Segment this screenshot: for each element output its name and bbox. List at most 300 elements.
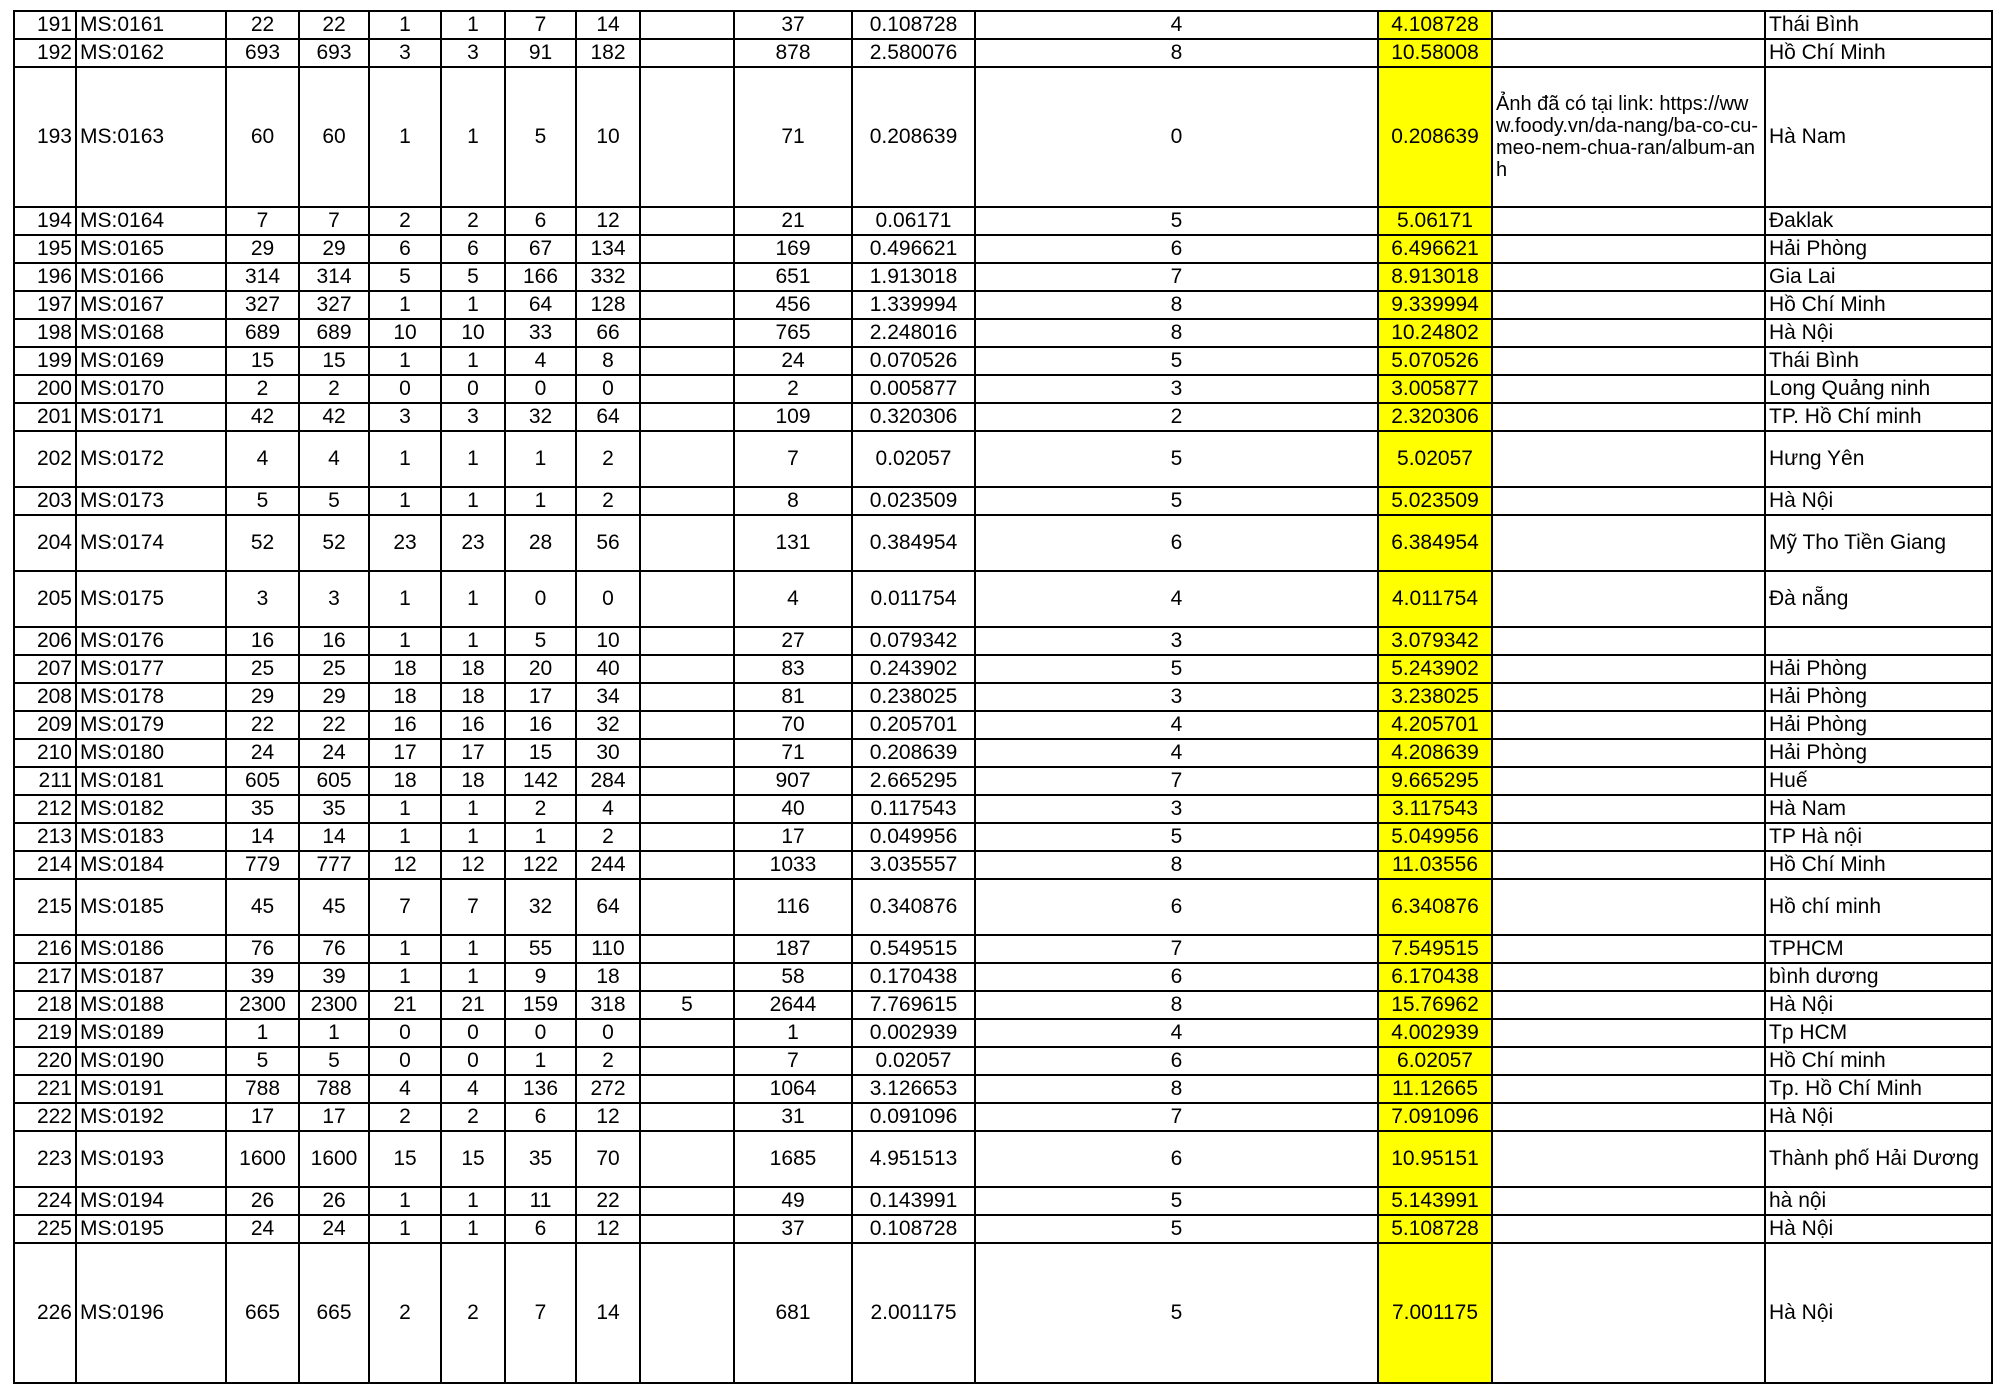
value-a-cell: 5 <box>226 487 299 515</box>
table-row <box>14 207 1992 235</box>
value-f-cell: 70 <box>576 1131 640 1187</box>
ratio-cell: 0.320306 <box>852 403 975 431</box>
city-cell: Thái Bình <box>1765 347 1992 375</box>
ratio-cell: 2.580076 <box>852 39 975 67</box>
value-a-cell: 5 <box>226 1047 299 1075</box>
code-cell: MS:0179 <box>76 711 226 739</box>
value-e-cell: 136 <box>505 1075 576 1103</box>
value-d-cell: 1 <box>441 823 505 851</box>
table-row <box>14 739 1992 767</box>
ratio-cell: 2.001175 <box>852 1243 975 1383</box>
ratio-cell: 0.170438 <box>852 963 975 991</box>
code-cell: MS:0194 <box>76 1187 226 1215</box>
value-d-cell: 0 <box>441 375 505 403</box>
total-cell: 71 <box>734 739 852 767</box>
value-d-cell: 0 <box>441 1019 505 1047</box>
total-cell: 1 <box>734 1019 852 1047</box>
value-c-cell: 10 <box>369 319 441 347</box>
score-cell: 7 <box>975 767 1378 795</box>
table-body <box>14 11 1992 1383</box>
value-d-cell: 18 <box>441 655 505 683</box>
score-cell: 6 <box>975 235 1378 263</box>
value-b-cell: 15 <box>299 347 369 375</box>
value-f-cell: 64 <box>576 403 640 431</box>
value-c-cell: 18 <box>369 683 441 711</box>
value-g-cell <box>640 711 734 739</box>
final-score-cell: 10.58008 <box>1378 39 1492 67</box>
value-g-cell <box>640 375 734 403</box>
value-e-cell: 7 <box>505 1243 576 1383</box>
city-cell: Hưng Yên <box>1765 431 1992 487</box>
value-c-cell: 2 <box>369 207 441 235</box>
value-e-cell: 1 <box>505 431 576 487</box>
value-c-cell: 4 <box>369 1075 441 1103</box>
ratio-cell: 0.208639 <box>852 67 975 207</box>
row-index-cell: 222 <box>14 1103 76 1131</box>
ratio-cell: 0.208639 <box>852 739 975 767</box>
value-f-cell: 64 <box>576 879 640 935</box>
city-cell: Hồ Chí minh <box>1765 1047 1992 1075</box>
ratio-cell: 0.02057 <box>852 431 975 487</box>
total-cell: 27 <box>734 627 852 655</box>
value-e-cell: 6 <box>505 1215 576 1243</box>
value-d-cell: 1 <box>441 431 505 487</box>
final-score-cell: 7.549515 <box>1378 935 1492 963</box>
final-score-cell: 6.170438 <box>1378 963 1492 991</box>
code-cell: MS:0195 <box>76 1215 226 1243</box>
value-f-cell: 128 <box>576 291 640 319</box>
value-d-cell: 1 <box>441 627 505 655</box>
city-cell: Hà Nội <box>1765 1215 1992 1243</box>
row-index-cell: 213 <box>14 823 76 851</box>
city-cell: Hà Nội <box>1765 991 1992 1019</box>
code-cell: MS:0168 <box>76 319 226 347</box>
value-b-cell: 1 <box>299 1019 369 1047</box>
ratio-cell: 0.023509 <box>852 487 975 515</box>
ratio-cell: 0.079342 <box>852 627 975 655</box>
value-b-cell: 35 <box>299 795 369 823</box>
value-g-cell <box>640 1215 734 1243</box>
city-cell: Huế <box>1765 767 1992 795</box>
value-b-cell: 5 <box>299 1047 369 1075</box>
table-row <box>14 487 1992 515</box>
value-g-cell <box>640 935 734 963</box>
score-cell: 3 <box>975 683 1378 711</box>
value-f-cell: 0 <box>576 571 640 627</box>
row-index-cell: 197 <box>14 291 76 319</box>
final-score-cell: 2.320306 <box>1378 403 1492 431</box>
value-a-cell: 17 <box>226 1103 299 1131</box>
value-c-cell: 23 <box>369 515 441 571</box>
note-cell <box>1492 1075 1765 1103</box>
score-cell: 5 <box>975 487 1378 515</box>
row-index-cell: 191 <box>14 11 76 39</box>
value-g-cell <box>640 487 734 515</box>
value-g-cell <box>640 1103 734 1131</box>
score-cell: 2 <box>975 403 1378 431</box>
row-index-cell: 216 <box>14 935 76 963</box>
total-cell: 2 <box>734 375 852 403</box>
code-cell: MS:0174 <box>76 515 226 571</box>
score-cell: 5 <box>975 1187 1378 1215</box>
value-c-cell: 1 <box>369 431 441 487</box>
final-score-cell: 7.001175 <box>1378 1243 1492 1383</box>
value-e-cell: 4 <box>505 347 576 375</box>
final-score-cell: 5.06171 <box>1378 207 1492 235</box>
score-cell: 6 <box>975 1047 1378 1075</box>
final-score-cell: 6.384954 <box>1378 515 1492 571</box>
final-score-cell: 6.496621 <box>1378 235 1492 263</box>
value-d-cell: 1 <box>441 795 505 823</box>
value-g-cell <box>640 515 734 571</box>
ratio-cell: 0.143991 <box>852 1187 975 1215</box>
table-row <box>14 431 1992 487</box>
table-row <box>14 291 1992 319</box>
code-cell: MS:0172 <box>76 431 226 487</box>
total-cell: 7 <box>734 431 852 487</box>
city-cell: bình dương <box>1765 963 1992 991</box>
ratio-cell: 0.549515 <box>852 935 975 963</box>
value-g-cell <box>640 263 734 291</box>
value-b-cell: 22 <box>299 11 369 39</box>
code-cell: MS:0176 <box>76 627 226 655</box>
note-cell <box>1492 1019 1765 1047</box>
total-cell: 169 <box>734 235 852 263</box>
value-c-cell: 21 <box>369 991 441 1019</box>
value-a-cell: 788 <box>226 1075 299 1103</box>
code-cell: MS:0189 <box>76 1019 226 1047</box>
value-c-cell: 1 <box>369 291 441 319</box>
table-row <box>14 655 1992 683</box>
table-row <box>14 515 1992 571</box>
value-e-cell: 122 <box>505 851 576 879</box>
value-b-cell: 777 <box>299 851 369 879</box>
value-f-cell: 134 <box>576 235 640 263</box>
value-f-cell: 272 <box>576 1075 640 1103</box>
value-e-cell: 32 <box>505 879 576 935</box>
value-f-cell: 244 <box>576 851 640 879</box>
score-cell: 5 <box>975 207 1378 235</box>
ratio-cell: 2.248016 <box>852 319 975 347</box>
code-cell: MS:0162 <box>76 39 226 67</box>
value-b-cell: 29 <box>299 235 369 263</box>
table-row <box>14 1243 1992 1383</box>
value-g-cell <box>640 291 734 319</box>
score-cell: 3 <box>975 627 1378 655</box>
row-index-cell: 211 <box>14 767 76 795</box>
note-cell <box>1492 263 1765 291</box>
city-cell: Hải Phòng <box>1765 739 1992 767</box>
score-cell: 5 <box>975 1243 1378 1383</box>
note-cell <box>1492 403 1765 431</box>
note-cell <box>1492 1215 1765 1243</box>
total-cell: 49 <box>734 1187 852 1215</box>
note-cell <box>1492 711 1765 739</box>
value-a-cell: 14 <box>226 823 299 851</box>
row-index-cell: 215 <box>14 879 76 935</box>
score-cell: 3 <box>975 795 1378 823</box>
value-a-cell: 25 <box>226 655 299 683</box>
row-index-cell: 208 <box>14 683 76 711</box>
city-cell: Hải Phòng <box>1765 683 1992 711</box>
row-index-cell: 199 <box>14 347 76 375</box>
code-cell: MS:0180 <box>76 739 226 767</box>
row-index-cell: 225 <box>14 1215 76 1243</box>
value-b-cell: 60 <box>299 67 369 207</box>
value-f-cell: 30 <box>576 739 640 767</box>
value-e-cell: 91 <box>505 39 576 67</box>
value-a-cell: 45 <box>226 879 299 935</box>
final-score-cell: 3.117543 <box>1378 795 1492 823</box>
row-index-cell: 192 <box>14 39 76 67</box>
table-row <box>14 235 1992 263</box>
value-g-cell <box>640 571 734 627</box>
value-f-cell: 2 <box>576 823 640 851</box>
ratio-cell: 4.951513 <box>852 1131 975 1187</box>
row-index-cell: 207 <box>14 655 76 683</box>
value-b-cell: 16 <box>299 627 369 655</box>
total-cell: 187 <box>734 935 852 963</box>
total-cell: 58 <box>734 963 852 991</box>
row-index-cell: 212 <box>14 795 76 823</box>
value-c-cell: 6 <box>369 235 441 263</box>
value-c-cell: 18 <box>369 655 441 683</box>
value-c-cell: 1 <box>369 823 441 851</box>
table-row <box>14 879 1992 935</box>
final-score-cell: 9.665295 <box>1378 767 1492 795</box>
total-cell: 83 <box>734 655 852 683</box>
value-d-cell: 5 <box>441 263 505 291</box>
city-cell: Hà Nam <box>1765 795 1992 823</box>
code-cell: MS:0177 <box>76 655 226 683</box>
final-score-cell: 5.143991 <box>1378 1187 1492 1215</box>
value-a-cell: 24 <box>226 1215 299 1243</box>
value-g-cell: 5 <box>640 991 734 1019</box>
table-row <box>14 403 1992 431</box>
row-index-cell: 204 <box>14 515 76 571</box>
table-row <box>14 347 1992 375</box>
score-cell: 8 <box>975 319 1378 347</box>
row-index-cell: 217 <box>14 963 76 991</box>
city-cell: TPHCM <box>1765 935 1992 963</box>
city-cell: Hồ Chí Minh <box>1765 291 1992 319</box>
note-cell <box>1492 487 1765 515</box>
note-cell <box>1492 571 1765 627</box>
score-cell: 5 <box>975 655 1378 683</box>
city-cell: TP. Hồ Chí minh <box>1765 403 1992 431</box>
value-e-cell: 17 <box>505 683 576 711</box>
total-cell: 7 <box>734 1047 852 1075</box>
table-row <box>14 319 1992 347</box>
value-g-cell <box>640 767 734 795</box>
value-b-cell: 25 <box>299 655 369 683</box>
value-a-cell: 24 <box>226 739 299 767</box>
code-cell: MS:0166 <box>76 263 226 291</box>
ratio-cell: 0.384954 <box>852 515 975 571</box>
value-f-cell: 12 <box>576 207 640 235</box>
code-cell: MS:0183 <box>76 823 226 851</box>
row-index-cell: 219 <box>14 1019 76 1047</box>
total-cell: 1685 <box>734 1131 852 1187</box>
value-c-cell: 0 <box>369 1019 441 1047</box>
value-d-cell: 18 <box>441 683 505 711</box>
value-g-cell <box>640 235 734 263</box>
value-b-cell: 45 <box>299 879 369 935</box>
value-e-cell: 166 <box>505 263 576 291</box>
value-c-cell: 1 <box>369 627 441 655</box>
value-a-cell: 16 <box>226 627 299 655</box>
city-cell: Tp HCM <box>1765 1019 1992 1047</box>
note-cell <box>1492 851 1765 879</box>
value-d-cell: 21 <box>441 991 505 1019</box>
city-cell: Hà Nội <box>1765 1243 1992 1383</box>
value-e-cell: 0 <box>505 1019 576 1047</box>
note-cell <box>1492 963 1765 991</box>
value-b-cell: 4 <box>299 431 369 487</box>
note-cell <box>1492 627 1765 655</box>
value-g-cell <box>640 1047 734 1075</box>
final-score-cell: 6.02057 <box>1378 1047 1492 1075</box>
total-cell: 81 <box>734 683 852 711</box>
city-cell: Đaklak <box>1765 207 1992 235</box>
value-d-cell: 12 <box>441 851 505 879</box>
ratio-cell: 0.108728 <box>852 11 975 39</box>
final-score-cell: 9.339994 <box>1378 291 1492 319</box>
score-cell: 8 <box>975 851 1378 879</box>
note-cell <box>1492 879 1765 935</box>
ratio-cell: 0.02057 <box>852 1047 975 1075</box>
value-b-cell: 29 <box>299 683 369 711</box>
total-cell: 71 <box>734 67 852 207</box>
value-d-cell: 6 <box>441 235 505 263</box>
value-b-cell: 327 <box>299 291 369 319</box>
value-g-cell <box>640 1187 734 1215</box>
value-g-cell <box>640 655 734 683</box>
city-cell: Hồ chí minh <box>1765 879 1992 935</box>
value-c-cell: 18 <box>369 767 441 795</box>
total-cell: 1064 <box>734 1075 852 1103</box>
value-c-cell: 2 <box>369 1243 441 1383</box>
value-f-cell: 12 <box>576 1215 640 1243</box>
row-index-cell: 194 <box>14 207 76 235</box>
value-c-cell: 17 <box>369 739 441 767</box>
value-b-cell: 24 <box>299 1215 369 1243</box>
code-cell: MS:0192 <box>76 1103 226 1131</box>
value-e-cell: 5 <box>505 67 576 207</box>
final-score-cell: 3.005877 <box>1378 375 1492 403</box>
table-row <box>14 767 1992 795</box>
value-e-cell: 1 <box>505 1047 576 1075</box>
value-b-cell: 24 <box>299 739 369 767</box>
total-cell: 651 <box>734 263 852 291</box>
score-cell: 4 <box>975 11 1378 39</box>
city-cell: Mỹ Tho Tiền Giang <box>1765 515 1992 571</box>
value-f-cell: 56 <box>576 515 640 571</box>
total-cell: 24 <box>734 347 852 375</box>
city-cell: Hồ Chí Minh <box>1765 851 1992 879</box>
value-d-cell: 1 <box>441 935 505 963</box>
value-a-cell: 693 <box>226 39 299 67</box>
score-cell: 8 <box>975 39 1378 67</box>
code-cell: MS:0165 <box>76 235 226 263</box>
row-index-cell: 206 <box>14 627 76 655</box>
value-e-cell: 15 <box>505 739 576 767</box>
value-b-cell: 76 <box>299 935 369 963</box>
score-cell: 4 <box>975 571 1378 627</box>
note-cell <box>1492 683 1765 711</box>
final-score-cell: 0.208639 <box>1378 67 1492 207</box>
value-d-cell: 1 <box>441 11 505 39</box>
ratio-cell: 0.205701 <box>852 711 975 739</box>
value-a-cell: 327 <box>226 291 299 319</box>
row-index-cell: 198 <box>14 319 76 347</box>
value-b-cell: 14 <box>299 823 369 851</box>
value-c-cell: 1 <box>369 347 441 375</box>
total-cell: 70 <box>734 711 852 739</box>
final-score-cell: 6.340876 <box>1378 879 1492 935</box>
code-cell: MS:0175 <box>76 571 226 627</box>
note-cell <box>1492 291 1765 319</box>
row-index-cell: 210 <box>14 739 76 767</box>
value-a-cell: 52 <box>226 515 299 571</box>
value-b-cell: 2300 <box>299 991 369 1019</box>
value-d-cell: 0 <box>441 1047 505 1075</box>
value-e-cell: 0 <box>505 375 576 403</box>
table-row <box>14 375 1992 403</box>
code-cell: MS:0171 <box>76 403 226 431</box>
city-cell: Tp. Hồ Chí Minh <box>1765 1075 1992 1103</box>
value-e-cell: 6 <box>505 1103 576 1131</box>
value-a-cell: 314 <box>226 263 299 291</box>
value-a-cell: 39 <box>226 963 299 991</box>
value-f-cell: 284 <box>576 767 640 795</box>
value-d-cell: 7 <box>441 879 505 935</box>
note-cell <box>1492 795 1765 823</box>
value-a-cell: 29 <box>226 683 299 711</box>
score-cell: 8 <box>975 1075 1378 1103</box>
total-cell: 681 <box>734 1243 852 1383</box>
value-e-cell: 159 <box>505 991 576 1019</box>
note-cell <box>1492 431 1765 487</box>
total-cell: 116 <box>734 879 852 935</box>
value-c-cell: 16 <box>369 711 441 739</box>
value-c-cell: 12 <box>369 851 441 879</box>
score-cell: 8 <box>975 291 1378 319</box>
value-a-cell: 779 <box>226 851 299 879</box>
value-c-cell: 1 <box>369 1187 441 1215</box>
value-g-cell <box>640 207 734 235</box>
row-index-cell: 214 <box>14 851 76 879</box>
value-g-cell <box>640 683 734 711</box>
value-e-cell: 32 <box>505 403 576 431</box>
code-cell: MS:0186 <box>76 935 226 963</box>
value-a-cell: 689 <box>226 319 299 347</box>
code-cell: MS:0185 <box>76 879 226 935</box>
value-b-cell: 22 <box>299 711 369 739</box>
table-row <box>14 1131 1992 1187</box>
score-cell: 4 <box>975 1019 1378 1047</box>
table-row <box>14 571 1992 627</box>
value-g-cell <box>640 403 734 431</box>
value-f-cell: 0 <box>576 375 640 403</box>
note-cell <box>1492 1187 1765 1215</box>
final-score-cell: 10.95151 <box>1378 1131 1492 1187</box>
code-cell: MS:0169 <box>76 347 226 375</box>
value-g-cell <box>640 1075 734 1103</box>
final-score-cell: 5.049956 <box>1378 823 1492 851</box>
score-cell: 5 <box>975 823 1378 851</box>
table-row <box>14 1215 1992 1243</box>
